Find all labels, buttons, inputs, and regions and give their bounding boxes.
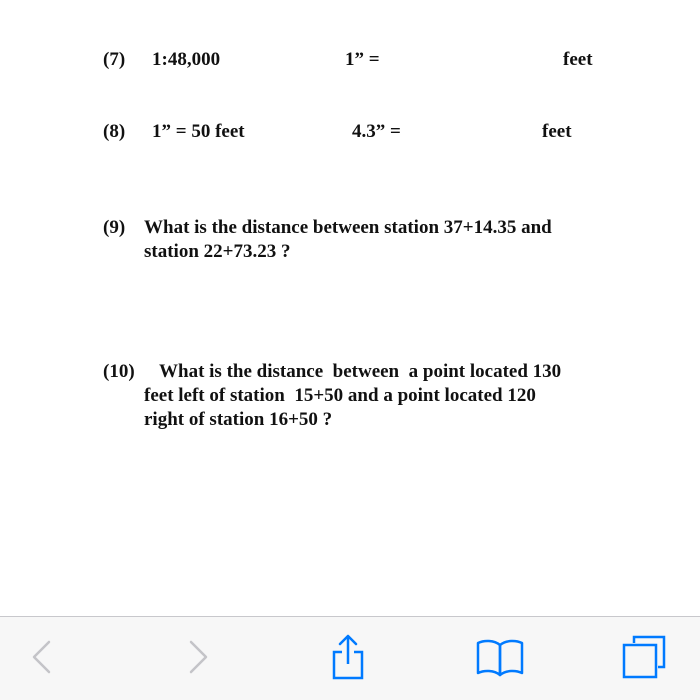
scale-equation: 1” = — [345, 49, 380, 70]
unit-label: feet — [563, 49, 593, 70]
question-line: What is the distance between station 37+14.35 and — [144, 217, 552, 238]
question-line: station 22+73.23 ? — [144, 241, 291, 262]
problem-number: (10) — [103, 361, 135, 382]
tabs-button[interactable] — [618, 631, 670, 683]
share-icon — [328, 632, 368, 682]
question-line: What is the distance between a point located 130 — [159, 361, 562, 382]
problem-number: (8) — [103, 121, 126, 142]
chevron-left-icon — [30, 639, 54, 675]
scale-given: 1:48,000 — [152, 49, 221, 70]
book-icon — [472, 635, 528, 679]
tabs-icon — [620, 633, 668, 681]
question-line: right of station 16+50 ? — [144, 409, 333, 430]
scale-equation: 4.3” = — [352, 121, 401, 142]
forward-button[interactable] — [176, 635, 220, 679]
browser-toolbar — [0, 616, 700, 700]
question-line: feet left of station 15+50 and a point located 120 — [144, 385, 536, 406]
problem-number: (7) — [103, 49, 126, 70]
back-button[interactable] — [20, 635, 64, 679]
scale-given: 1” = 50 feet — [152, 121, 245, 142]
bookmarks-button[interactable] — [470, 631, 530, 683]
problem-number: (9) — [103, 217, 126, 238]
share-button[interactable] — [324, 629, 372, 685]
chevron-right-icon — [186, 639, 210, 675]
unit-label: feet — [542, 121, 572, 142]
